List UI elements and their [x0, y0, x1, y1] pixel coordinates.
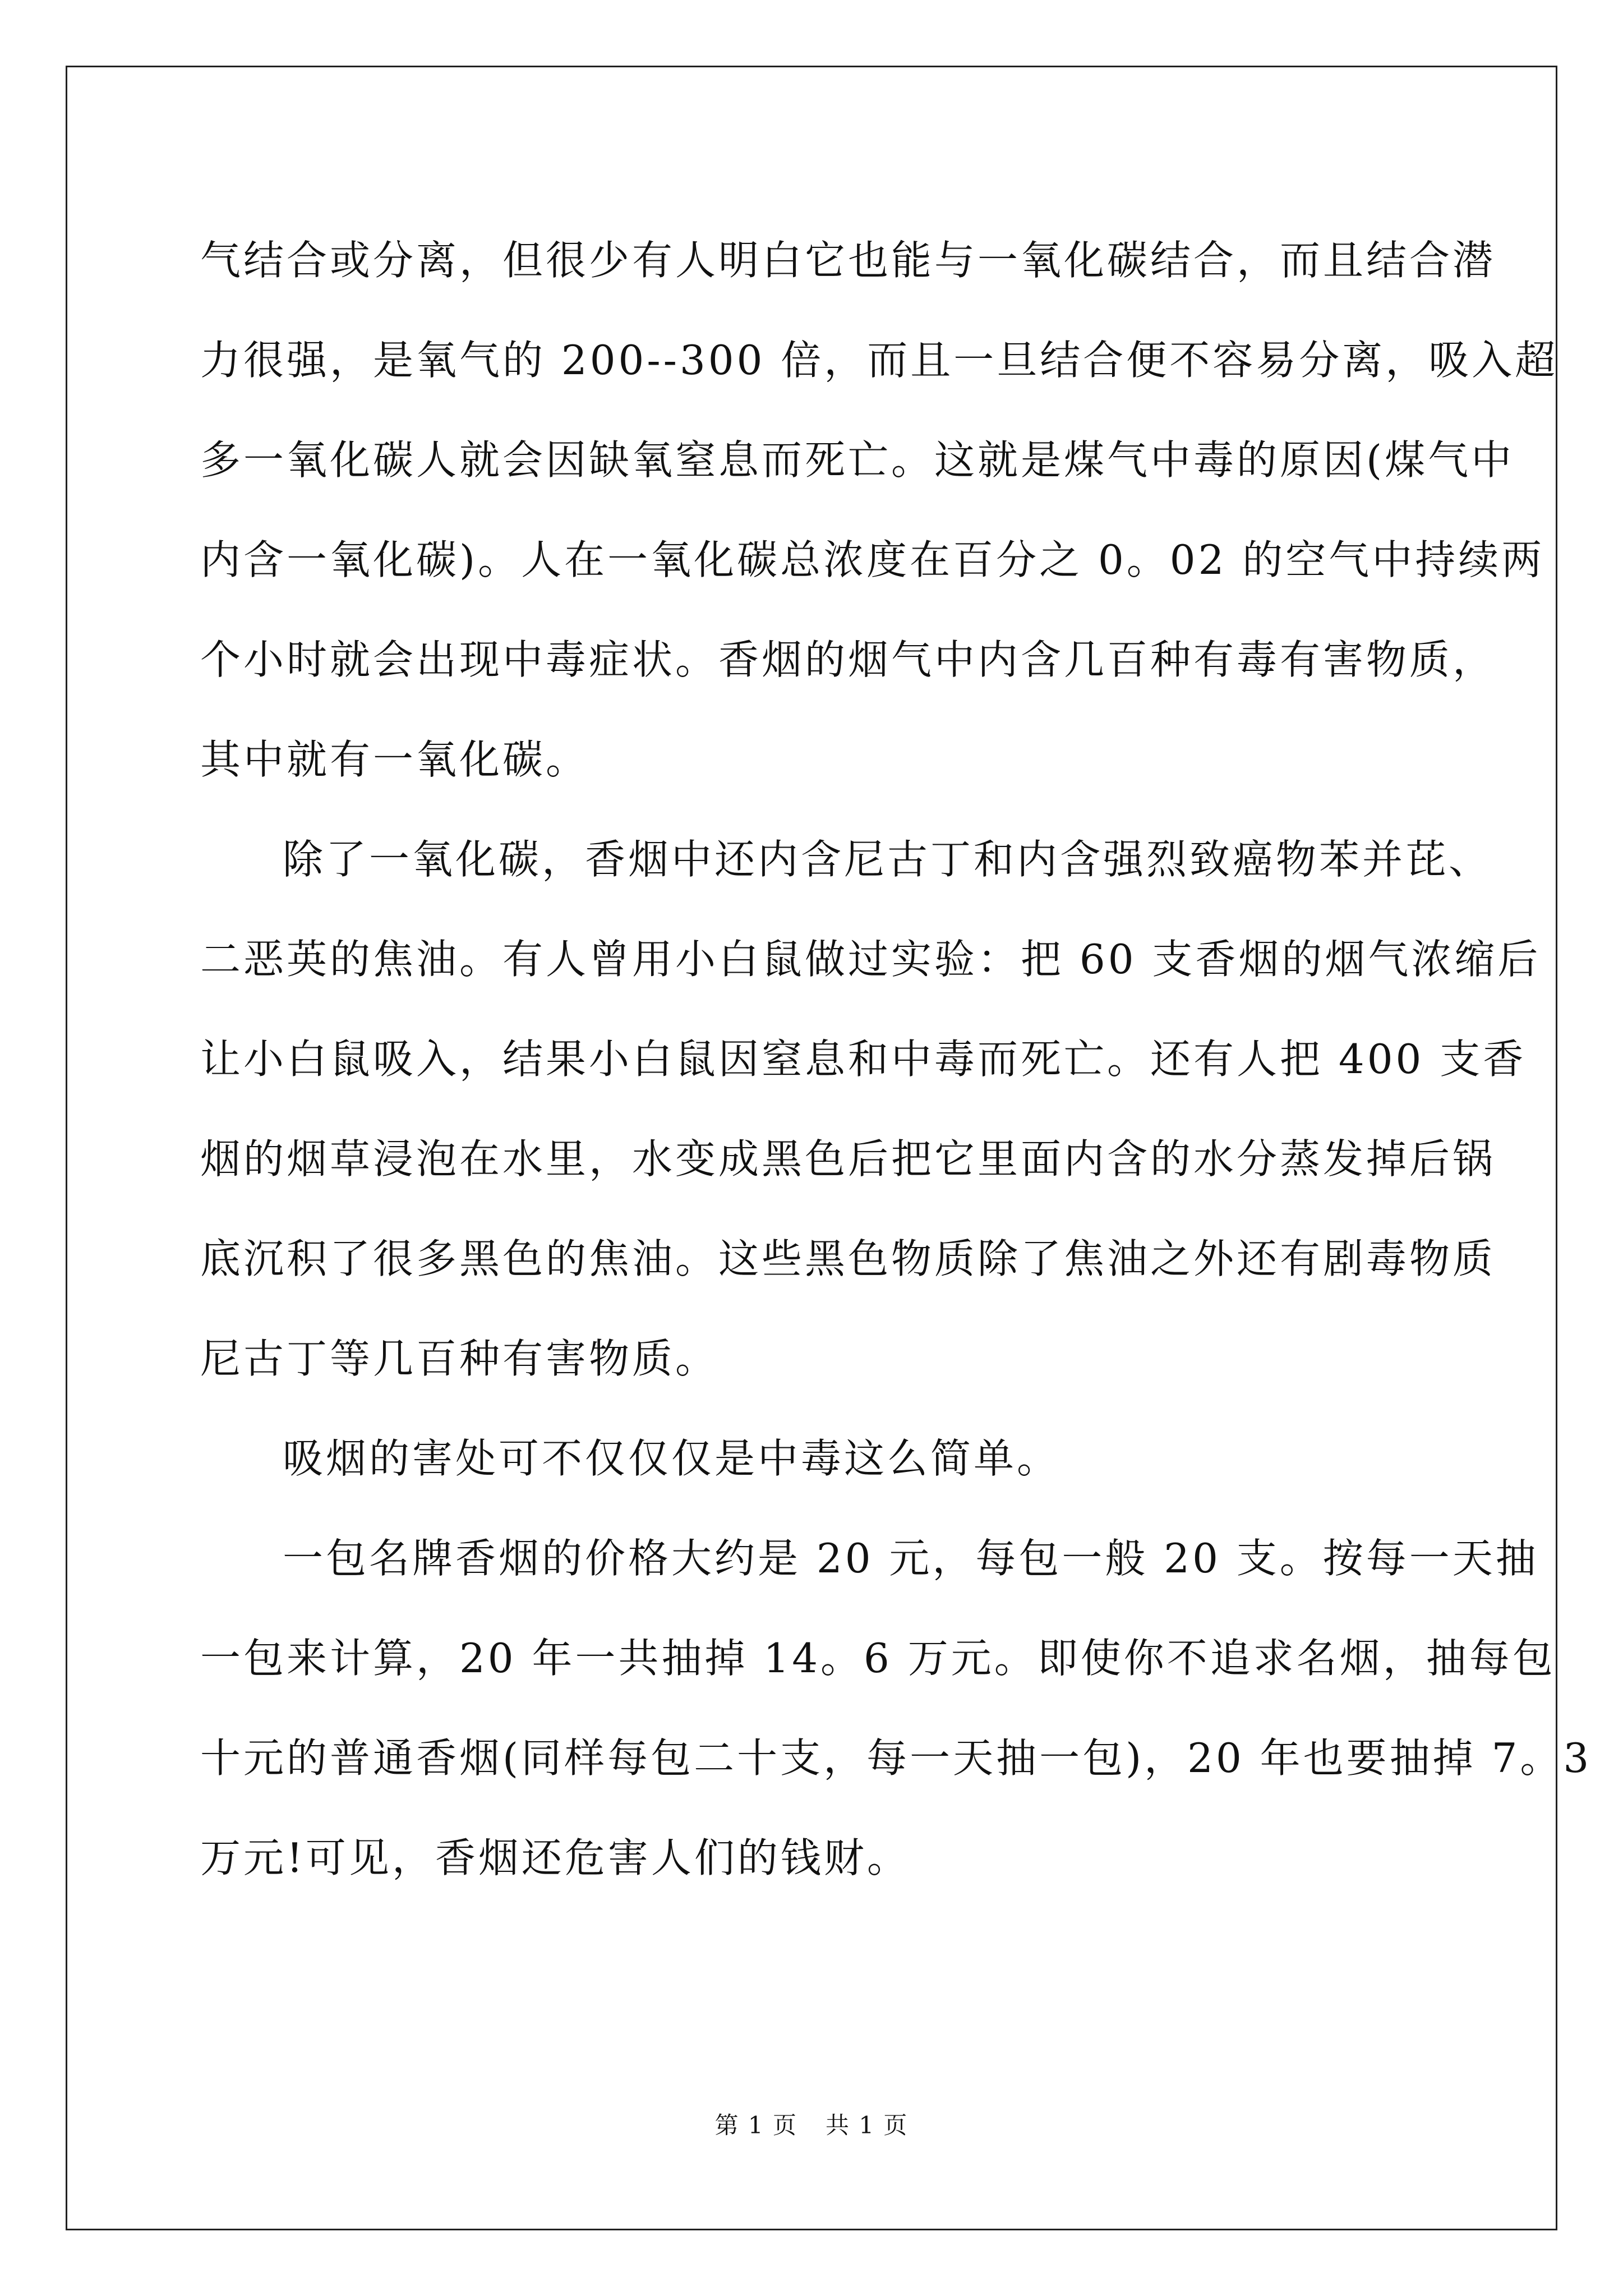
page-number: 第 1 页 — [714, 2111, 797, 2139]
page-total: 共 1 页 — [826, 2111, 909, 2139]
paragraph-2 — [200, 809, 1541, 1409]
text-line: 其中就有一氧化碳。 — [200, 736, 589, 783]
paragraph-3 — [200, 1409, 1507, 1508]
text-line: 一包来计算，20 年一共抽掉 14。6 万元。即使你不追求名烟，抽每包 — [200, 1635, 1556, 1682]
text-line: 烟的烟草浸泡在水里，水变成黑色后把它里面内含的水分蒸发掉后锅 — [200, 1135, 1496, 1182]
text-line: 气结合或分离，但很少有人明白它也能与一氧化碳结合，而且结合潜 — [200, 237, 1496, 284]
page-footer — [0, 2107, 1623, 2141]
text-line: 除了一氧化碳，香烟中还内含尼古丁和内含强烈致癌物苯并芘、 — [283, 836, 1492, 883]
text-line: 二恶英的焦油。有人曾用小白鼠做过实验：把 60 支香烟的烟气浓缩后 — [200, 936, 1541, 983]
text-line: 十元的普通香烟(同样每包二十支，每一天抽一包)，20 年也要抽掉 7。3 — [200, 1734, 1592, 1782]
paragraph-1 — [200, 210, 1559, 809]
text-line: 万元!可见，香烟还危害人们的钱财。 — [200, 1834, 910, 1881]
text-line: 底沉积了很多黑色的焦油。这些黑色物质除了焦油之外还有剧毒物质 — [200, 1235, 1496, 1282]
document-body — [200, 210, 1592, 1908]
text-line: 个小时就会出现中毒症状。香烟的烟气中内含几百种有毒有害物质， — [200, 636, 1496, 683]
text-line: 一包名牌香烟的价格大约是 20 元，每包一般 20 支。按每一天抽 — [283, 1535, 1539, 1582]
text-line: 让小白鼠吸入，结果小白鼠因窒息和中毒而死亡。还有人把 400 支香 — [200, 1036, 1527, 1083]
text-line: 多一氧化碳人就会因缺氧窒息而死亡。这就是煤气中毒的原因(煤气中 — [200, 436, 1515, 484]
text-line: 尼古丁等几百种有害物质。 — [200, 1335, 719, 1382]
text-line: 力很强，是氧气的 200--300 倍，而且一旦结合便不容易分离，吸入超 — [200, 337, 1559, 384]
paragraph-4 — [200, 1508, 1592, 1908]
text-line: 吸烟的害处可不仅仅仅是中毒这么简单。 — [283, 1435, 1061, 1482]
text-line: 内含一氧化碳)。人在一氧化碳总浓度在百分之 0。02 的空气中持续两 — [200, 536, 1545, 583]
